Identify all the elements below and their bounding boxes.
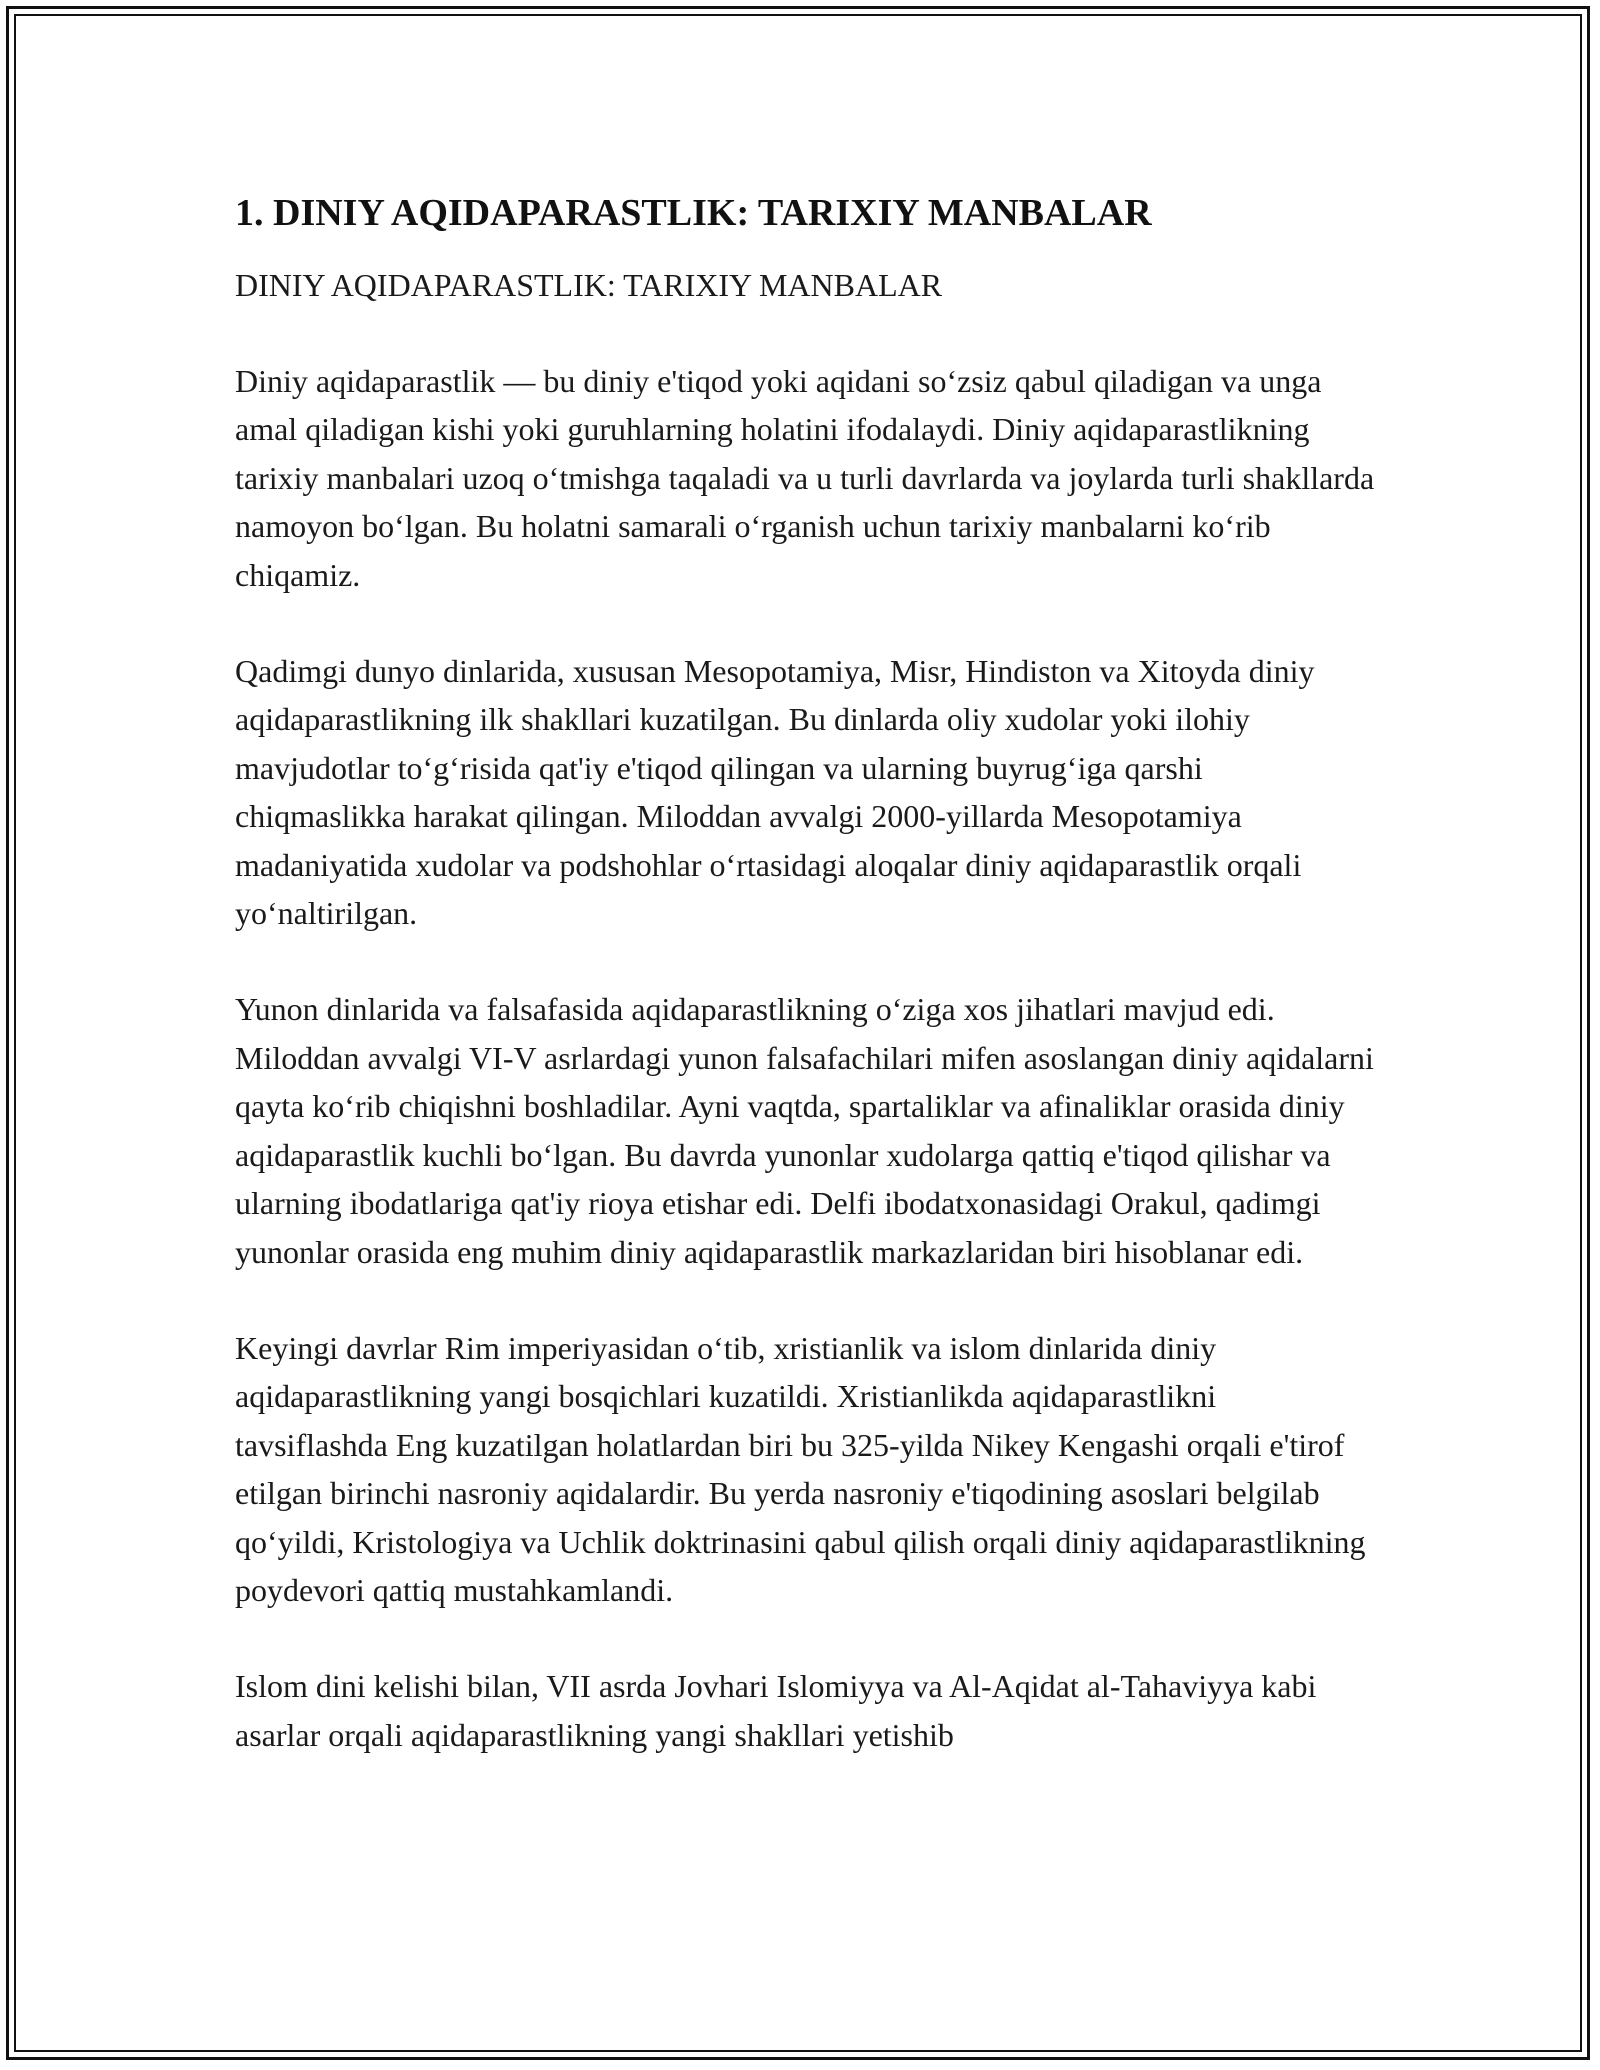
paragraph-3: Yunon dinlarida va falsafasida aqidaparastlikning o‘ziga xos jihatlari mavjud edi. Miloddan avvalgi VI-V asrlardagi yunon falsafachilari mifen asoslangan diniy aqidalarni qayta ko‘rib chiqishni boshladilar. Ayni vaqtda, spartaliklar va afinaliklar orasida diniy aqidaparastlik kuchli bo‘lgan. Bu davrda yunonlar xudolarga qattiq e'tiqod qilishar va ularning ibodatlariga qat'iy rioya etishar edi. Delfi ibodatxonasidagi Orakul, qadimgi yunonlar orasida eng muhim diniy aqidaparastlik markazlaridan biri hisoblanar edi.	[235, 991, 1374, 1270]
paragraph-4: Keyingi davrlar Rim imperiyasidan o‘tib, xristianlik va islom dinlarida diniy aqidaparastlikning yangi bosqichlari kuzatildi. Xristianlikda aqidaparastlikni tavsiflashda Eng kuzatilgan holatlardan biri bu 325-yilda Nikey Kengashi orqali e'tirof etilgan birinchi nasroniy aqidalardir. Bu yerda nasroniy e'tiqodining asoslari belgilab qo‘yildi, Kristologiya va Uchlik doktrinasini qabul qilish orqali diniy aqidaparastlikning poydevori qattiq mustahkamlandi.	[235, 1329, 1366, 1608]
section-heading: 1. DINIY AQIDAPARASTLIK: TARIXIY MANBALAR	[235, 192, 1152, 234]
paragraph-2: Qadimgi dunyo dinlarida, xususan Mesopotamiya, Misr, Hindiston va Xitoyda diniy aqidaparastlikning ilk shakllari kuzatilgan. Bu dinlarda oliy xudolar yoki ilohiy mavjudotlar to‘g‘risida qat'iy e'tiqod qilingan va ularning buyrug‘iga qarshi chiqmaslikka harakat qilingan. Miloddan avvalgi 2000-yillarda Mesopotamiya madaniyatida xudolar va podshohlar o‘rtasidagi aloqalar diniy aqidaparastlik orqali yo‘naltirilgan.	[235, 653, 1315, 932]
section-subheading: DINIY AQIDAPARASTLIK: TARIXIY MANBALAR	[235, 267, 943, 303]
document-body	[235, 185, 1375, 1759]
paragraph-5: Islom dini kelishi bilan, VII asrda Jovhari Islomiyya va Al-Aqidat al-Tahaviyya kabi asarlar orqali aqidaparastlikning yangi shakllari yetishib	[235, 1668, 1317, 1753]
paragraph-1: Diniy aqidaparastlik — bu diniy e'tiqod yoki aqidani so‘zsiz qabul qiladigan va unga amal qiladigan kishi yoki guruhlarning holatini ifodalaydi. Diniy aqidaparastlikning tarixiy manbalari uzoq o‘tmishga taqaladi va u turli davrlarda va joylarda turli shakllarda namoyon bo‘lgan. Bu holatni samarali o‘rganish uchun tarixiy manbalarni ko‘rib chiqamiz.	[235, 363, 1375, 593]
